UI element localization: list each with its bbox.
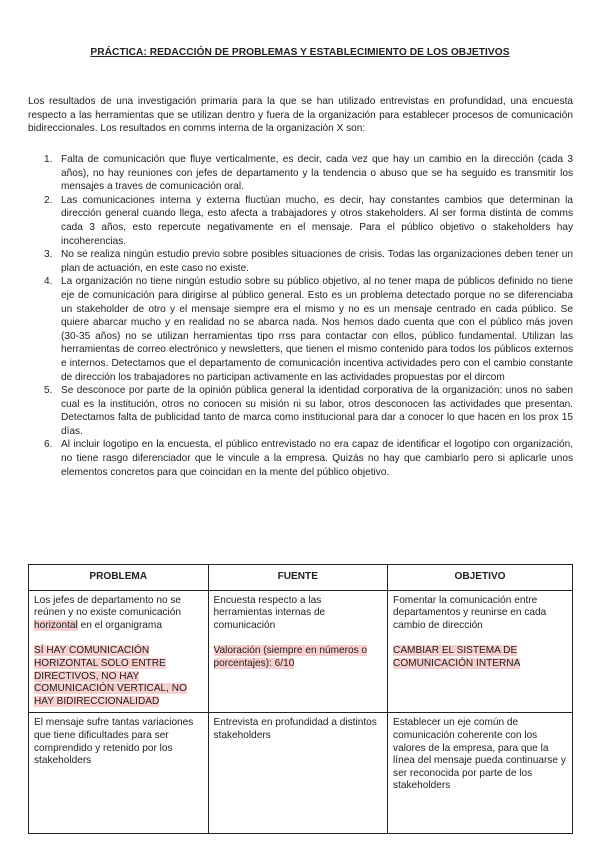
table-header-row (29, 565, 573, 591)
list-number: 1. (44, 154, 53, 165)
list-item-text: Las comunicaciones interna y externa fluctúan mucho, es decir, hay constantes cambios que determinan la dirección general cuando llega, esto afecta a trabajadores y otros stakeholders. Al ser forma distinta de comms cada 3 años, esto repercute negativamente en el mensaje. Para el público objetivo o stakeholders hay incoherencias. (61, 194, 573, 247)
list-number: 3. (44, 249, 53, 261)
intro-paragraph: Los resultados de una investigación primaria para la que se han utilizado entrevistas en profundidad, una encuesta respecto a las herramientas que se utilizan dentro y fuera de la organización para establecer procesos de comunicación bidireccionales. Los resultados en comms interna de la organización X son: (28, 96, 573, 135)
table-row (29, 590, 573, 713)
list-item (28, 194, 573, 248)
objetivo-note: CAMBIAR EL SISTEMA DE COMUNICACIÓN INTERNA (393, 645, 521, 669)
list-number: 6. (44, 439, 53, 451)
list-number: 4. (44, 276, 53, 288)
list-item-text: Se desconoce por parte de la opinión pública general la identidad corporativa de la organización: unos no saben cual es la institución, otros no conocen su misión ni su labor, otros desconocen las actividades que presentan. Detectamos falta de publicidad tanto de marca como institucional para dar a conocer lo que hacen en los prox 15 días. (61, 385, 573, 437)
list-number: 2. (44, 194, 53, 206)
objetivo-text: Fomentar la comunicación entre departamentos y reunirse en cada cambio de dirección (393, 594, 547, 631)
cell-problema: El mensaje sufre tantas variaciones que tiene dificultades para ser comprendido y retenido por los stakeholders (29, 713, 209, 834)
list-number: 5. (44, 385, 53, 397)
problema-text: Los jefes de departamento no se reúnen y no existe comunicación (34, 594, 182, 619)
cell-problema (29, 590, 209, 713)
header-fuente: FUENTE (208, 565, 388, 591)
problema-text-end: en el organigrama (77, 619, 162, 631)
header-objetivo: OBJETIVO (388, 565, 573, 591)
cell-objetivo: Establecer un eje común de comunicación coherente con los valores de la empresa, para que la línea del mensaje pueda continuarse y ser reconocida por parte de los stakeholders (388, 713, 573, 834)
cell-objetivo (388, 590, 573, 713)
cell-fuente: Entrevista en profundidad a distintos stakeholders (208, 713, 388, 834)
list-item-text: La organización no tiene ningún estudio sobre su público objetivo, al no tener mapa de públicos definido no tiene eje de comunicación para dirigirse al público general. Esto es un problema detectado porque no se diferenciaba un stakeholder de otro y el mensaje siempre era el mismo y no es un mensaje centrado en cada público. Se quiere abarcar mucho y en realidad no se abarca nada. Nos hemos dado cuenta que con el público más joven (30-35 años) no se utilizan herramientas tipo rrss para contactar con ellos, público fundamental. Utilizan las herramientas de correo electrónico y newsletters, que tienen el mismo contenido para todos los públicos externos e internos. Detectamos que el departamento de comunicación incentiva actividades pero con el cambio constante de dirección los trabajadores no participan activamente en las actividades propuestas por el dircom (61, 276, 573, 383)
problema-note: SÍ HAY COMUNICACIÓN HORIZONTAL SOLO ENTRE DIRECTIVOS, NO HAY COMUNICACIÓN VERTICAL, NO HAY BIDIRECCIONALIDAD (34, 645, 187, 707)
page-title: PRÁCTICA: REDACCIÓN DE PROBLEMAS Y ESTABLECIMIENTO DE LOS OBJETIVOS (90, 47, 510, 58)
list-item (28, 153, 573, 194)
list-item (28, 438, 573, 479)
fuente-note: Valoración (siempre en números o porcentajes): 6/10 (213, 645, 368, 669)
list-item (28, 248, 573, 275)
list-item (28, 275, 573, 384)
list-item (28, 384, 573, 438)
table-row (29, 713, 573, 834)
results-list (28, 153, 573, 479)
objectives-table (28, 564, 573, 834)
fuente-text: Encuesta respecto a las herramientas internas de comunicación (213, 594, 326, 631)
cell-fuente (208, 590, 388, 713)
list-item-text: Al incluir logotipo en la encuesta, el público entrevistado no era capaz de identificar el logotipo con organización, no tiene rasgo diferenciador que le vincule a la empresa. Quizás no hay que cambiarlo pero si aplicarle unos elementos concretos para que coincidan en la mente del público objetivo. (61, 439, 573, 478)
list-item-text: Falta de comunicación que fluye verticalmente, es decir, cada vez que hay un cambio en la dirección (cada 3 años), no hay reuniones con jefes de departamento y la tendencia o abuso que se ha seguido es transmitir los mensajes a traves de comunicación oral. (61, 154, 573, 193)
header-problema: PROBLEMA (29, 565, 209, 591)
list-item-text: No se realiza ningún estudio previo sobre posibles situaciones de crisis. Todas las organizaciones deben tener un plan de actuación, en este caso no existe. (61, 249, 573, 274)
highlighted-word: horizontal (34, 619, 78, 631)
